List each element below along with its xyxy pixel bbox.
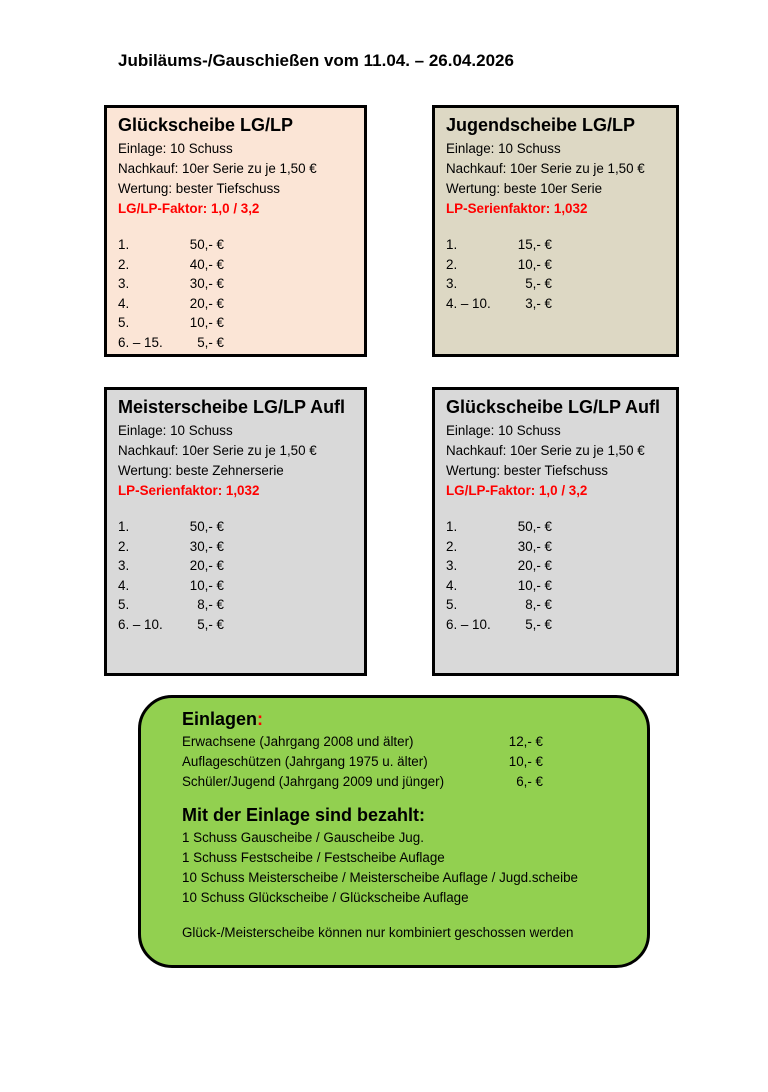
prize-amount: 30,- € (189, 276, 224, 292)
fee-description: Auflageschützen (Jahrgang 1975 u. älter) (182, 754, 428, 769)
box-heading: Glückscheibe LG/LP Aufl (446, 397, 661, 417)
paid-item: 1 Schuss Festscheibe / Festscheibe Auflage (182, 850, 445, 865)
prize-place: 2. (446, 538, 458, 554)
prize-place: 1. (446, 519, 458, 534)
prize-list (118, 235, 364, 353)
prize-list (118, 517, 364, 635)
prize-place: 3. (446, 276, 458, 292)
prize-place: 3. (118, 558, 130, 574)
prize-place: 3. (446, 558, 458, 574)
prize-box-meisterscheibe-aufl (104, 387, 367, 676)
prize-place: 2. (446, 256, 458, 272)
box-einlage: Einlage: 10 Schuss (118, 141, 233, 156)
box-einlage: Einlage: 10 Schuss (446, 423, 561, 438)
prize-row (446, 255, 676, 275)
prize-row (446, 595, 676, 615)
box-faktor: LG/LP-Faktor: 1,0 / 3,2 (446, 483, 588, 498)
box-wertung: Wertung: bester Tiefschuss (118, 181, 281, 196)
prize-place: 5. (446, 597, 458, 613)
fee-value: 12,- € (508, 734, 543, 749)
box-nachkauf: Nachkauf: 10er Serie zu je 1,50 € (118, 443, 317, 458)
box-wertung: Wertung: beste 10er Serie (446, 181, 603, 196)
prize-place: 4. – 10. (446, 295, 491, 311)
prize-place: 4. (446, 577, 458, 593)
prize-row (118, 537, 364, 557)
box-heading: Jugendscheibe LG/LP (446, 115, 636, 135)
page-title: Jubiläums-/Gauschießen vom 11.04. – 26.04.2026 (118, 51, 514, 70)
prize-row (118, 235, 364, 255)
paid-item: 1 Schuss Gauscheibe / Gauscheibe Jug. (182, 830, 424, 845)
prize-place: 6. – 10. (446, 616, 491, 632)
box-einlage: Einlage: 10 Schuss (446, 141, 561, 156)
fee-row (182, 752, 647, 772)
prize-row (118, 313, 364, 333)
prize-place: 1. (118, 519, 130, 534)
prize-list (446, 235, 676, 313)
prize-row (118, 576, 364, 596)
prize-row (446, 615, 676, 635)
prize-amount: 8,- € (197, 597, 224, 613)
box-heading: Meisterscheibe LG/LP Aufl (118, 397, 346, 417)
prize-row (446, 537, 676, 557)
prize-row (118, 274, 364, 294)
prize-amount: 20,- € (517, 558, 552, 574)
prize-amount: 5,- € (197, 616, 224, 632)
einlagen-box (138, 695, 650, 968)
prize-row (446, 517, 676, 537)
box-einlage: Einlage: 10 Schuss (118, 423, 233, 438)
prize-amount: 30,- € (517, 538, 552, 554)
fee-description: Schüler/Jugend (Jahrgang 2009 und jünger) (182, 774, 445, 789)
prize-place: 5. (118, 597, 130, 613)
prize-amount: 10,- € (189, 577, 224, 593)
paid-item: 10 Schuss Glückscheibe / Glückscheibe Auflage (182, 890, 469, 905)
paid-item: 10 Schuss Meisterscheibe / Meisterscheibe Auflage / Jugd.scheibe (182, 870, 578, 885)
prize-row (118, 333, 364, 353)
prize-row (118, 556, 364, 576)
prize-place: 4. (118, 577, 130, 593)
prize-amount: 40,- € (189, 256, 224, 272)
prize-place: 6. – 10. (118, 616, 163, 632)
box-faktor: LG/LP-Faktor: 1,0 / 3,2 (118, 201, 260, 216)
prize-amount: 5,- € (197, 334, 224, 350)
prize-amount: 50,- € (517, 519, 552, 534)
prize-place: 5. (118, 315, 130, 331)
prize-box-jugendscheibe (432, 105, 679, 357)
einlagen-heading-colon: : (257, 709, 264, 729)
prize-row (446, 556, 676, 576)
prize-place: 1. (446, 237, 458, 252)
prize-amount: 50,- € (189, 237, 224, 252)
prize-row (118, 615, 364, 635)
box-nachkauf: Nachkauf: 10er Serie zu je 1,50 € (446, 161, 645, 176)
box-nachkauf: Nachkauf: 10er Serie zu je 1,50 € (446, 443, 645, 458)
prize-row (118, 255, 364, 275)
prize-amount: 5,- € (525, 276, 552, 292)
prize-row (446, 294, 676, 314)
prize-place: 3. (118, 276, 130, 292)
box-wertung: Wertung: beste Zehnerserie (118, 463, 284, 478)
fee-row (182, 772, 647, 792)
prize-place: 4. (118, 295, 130, 311)
prize-row (446, 576, 676, 596)
prize-row (118, 294, 364, 314)
prize-amount: 20,- € (189, 558, 224, 574)
prize-row (446, 274, 676, 294)
fee-row (182, 732, 647, 752)
prize-place: 2. (118, 538, 130, 554)
prize-amount: 20,- € (189, 295, 224, 311)
paid-heading: Mit der Einlage sind bezahlt: (182, 805, 426, 825)
fee-description: Erwachsene (Jahrgang 2008 und älter) (182, 734, 414, 749)
prize-row (118, 517, 364, 537)
prize-place: 2. (118, 256, 130, 272)
prize-amount: 8,- € (525, 597, 552, 613)
einlagen-heading (182, 709, 647, 730)
prize-row (118, 595, 364, 615)
fee-value: 10,- € (508, 754, 543, 769)
prize-box-glueckscheibe (104, 105, 367, 357)
box-faktor: LP-Serienfaktor: 1,032 (118, 483, 260, 498)
prize-amount: 30,- € (189, 538, 224, 554)
prize-amount: 50,- € (189, 519, 224, 534)
prize-box-glueckscheibe-aufl (432, 387, 679, 676)
box-nachkauf: Nachkauf: 10er Serie zu je 1,50 € (118, 161, 317, 176)
fee-value: 6,- € (516, 774, 543, 789)
prize-amount: 5,- € (525, 616, 552, 632)
box-faktor: LP-Serienfaktor: 1,032 (446, 201, 588, 216)
box-wertung: Wertung: bester Tiefschuss (446, 463, 609, 478)
prize-place: 6. – 15. (118, 334, 163, 350)
prize-list (446, 517, 676, 635)
prize-amount: 3,- € (525, 295, 552, 311)
prize-amount: 10,- € (517, 577, 552, 593)
combination-note: Glück-/Meisterscheibe können nur kombiniert geschossen werden (182, 925, 574, 940)
prize-amount: 15,- € (517, 237, 552, 252)
prize-row (446, 235, 676, 255)
prize-amount: 10,- € (517, 256, 552, 272)
einlagen-heading-text: Einlagen (182, 709, 258, 729)
box-heading: Glückscheibe LG/LP (118, 115, 294, 135)
prize-amount: 10,- € (189, 315, 224, 331)
prize-place: 1. (118, 237, 130, 252)
